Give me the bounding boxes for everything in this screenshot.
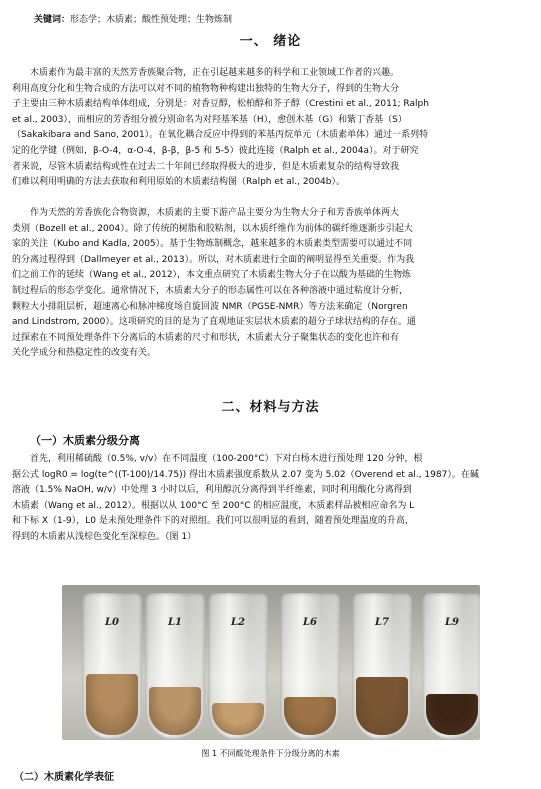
test-tube-label: L2 [231,617,245,628]
lignin-sample [284,697,336,735]
lignin-sample [426,694,478,735]
text-line: 作为天然的芳香族化合物资源，木质素的主要下游产品主要分为生物大分子和芳香族单体两大 [30,208,400,218]
test-tube [352,593,412,739]
test-tube [208,593,268,739]
test-tube-label: L6 [303,617,317,628]
text-line: （Sakakibara and Sano, 2001）。在氧化耦合反应中得到的苯基丙烷单元（木质素单体）通过一系列特 [12,130,429,141]
section1-title: 一、 绪论 [239,34,302,49]
lignin-sample [149,687,201,735]
text-line: 定的化学键（例如，β-O-4，α-O-4，β-β，β-5 和 5-5）彼此连接（Ralph et al., 2004a）。对于研究 [12,145,419,156]
test-tube-label: L0 [105,617,119,628]
text-line: 过探索在不同预处理条件下分离后的木质素的尺寸和形状，木质素大分子聚集状态的变化也许和有 [12,332,400,343]
lignin-sample [212,703,264,735]
lignin-sample [86,674,138,735]
text-line: 的分离过程得到（Dallmeyer et al., 2013）。所以，对木质素进行全面的阐明显得至关重要。作为我 [12,254,415,265]
test-tube-label: L9 [445,617,459,628]
subsection-fractionation-title: （一）木质素分级分离 [30,434,140,447]
test-tube-label: L7 [375,617,389,628]
text-line: 首先，利用稀硫酸（0.5%, v/v）在不同温度（100-200°C）下对白杨木进行预处理 120 分钟，根 [30,454,423,464]
keywords-line [34,12,232,25]
text-line: 制过程后的形态学变化。通常情况下，木质素大分子的形态属性可以在各种溶液中通过粘度计分析， [12,285,409,296]
text-line: 木质素（Wang et al., 2012）。根据以从 100°C 至 200°C 的相应温度，木质素样品被相应命名为 L [12,500,415,511]
text-line: 们难以利用明确的方法去获取和利用原始的木质素结构图（Ralph et al., 2004b）。 [12,177,345,188]
text-line: 关化学成分和热稳定性的改变有关。 [12,348,157,359]
text-line: 们之前工作的延续（Wang et al., 2012），本文重点研究了木质素生物大分子在以酸为基础的生物炼 [12,270,412,281]
text-line: et al., 2003），而相应的芳香组分被分别命名为对羟基苯基（H），愈创木基（G）和紫丁香基（S） [12,114,407,125]
text-line: 利用高度分化和生物合成的方法可以对不同的植物物种构建出独特的生物大分子，得到的生物大分 [12,83,400,94]
lignin-samples-photo [62,585,480,740]
test-tube [82,593,142,739]
section1-paragraph-2 [12,206,531,362]
test-tube [422,593,480,739]
text-line: 家的关注（Kubo and Kadla, 2005）。基于生物炼制概念，越来越多的木质素类型需要可以通过不同 [12,239,413,250]
text-line: 者来说，尽管木质素结构或性在过去二十年间已经取得极大的进步，但是木质素复杂的结构导致我 [12,161,400,172]
figure-caption: 图 1 不同酸处理条件下分级分离的木素 [201,749,340,758]
test-tube-label: L1 [168,617,182,628]
keywords-values: 形态学；木质素；酸性预处理；生物炼制 [70,15,233,25]
text-line: 溶液（1.5% NaOH, w/v）中处理 3 小时以后，利用醇沉分离得到半纤维素，同时利用酸化分离得到 [12,485,412,496]
text-line: 子主要由三种木质素结构单体组成，分别是：对香豆醇，松柏醇和芥子醇（Crestini et al., 2011; Ralph [12,99,429,110]
section1-paragraph-1 [12,66,531,191]
section2-title: 二、材料与方法 [221,400,320,415]
text-line: 据公式 logR0 = log(te^((T-100)/14.75)) 得出木质素强度系数从 2.07 变为 5.02（Overend et al., 1987）。在碱 [12,469,479,480]
text-line: 颗粒大小排阻层析，超速离心和脉冲梯度场自旋回波 NMR（PGSE-NMR）等方法来确定（Norgren [12,301,408,312]
test-tube [280,593,340,739]
text-line: 得到的木质素从浅棕色变化至深棕色。（图 1） [12,531,197,542]
keywords-label: 关键词： [34,15,71,25]
test-tube [145,593,205,739]
lignin-sample [356,677,408,735]
text-line: and Lindstrom, 2000）。这项研究的目的是为了直观地证实层状木质素的超分子球状结构的存在。通 [12,317,416,328]
text-line: 类别（Bozell et al., 2004）。除了传统的树脂和胶粘剂，以木质纤维作为前体的碳纤维逐渐步引起大 [12,223,413,234]
subsection-fractionation-paragraph [12,452,531,546]
subsection-characterization-title: （二）木质素化学表征 [14,772,114,783]
text-line: 和下标 X（1-9），L0 是未预处理条件下的对照组。我们可以很明显的看到，随着预处理温度的升高， [12,516,414,527]
text-line: 木质素作为最丰富的天然芳香族聚合物，正在引起越来越多的科学和工业领域工作者的兴趣。 [30,68,400,78]
